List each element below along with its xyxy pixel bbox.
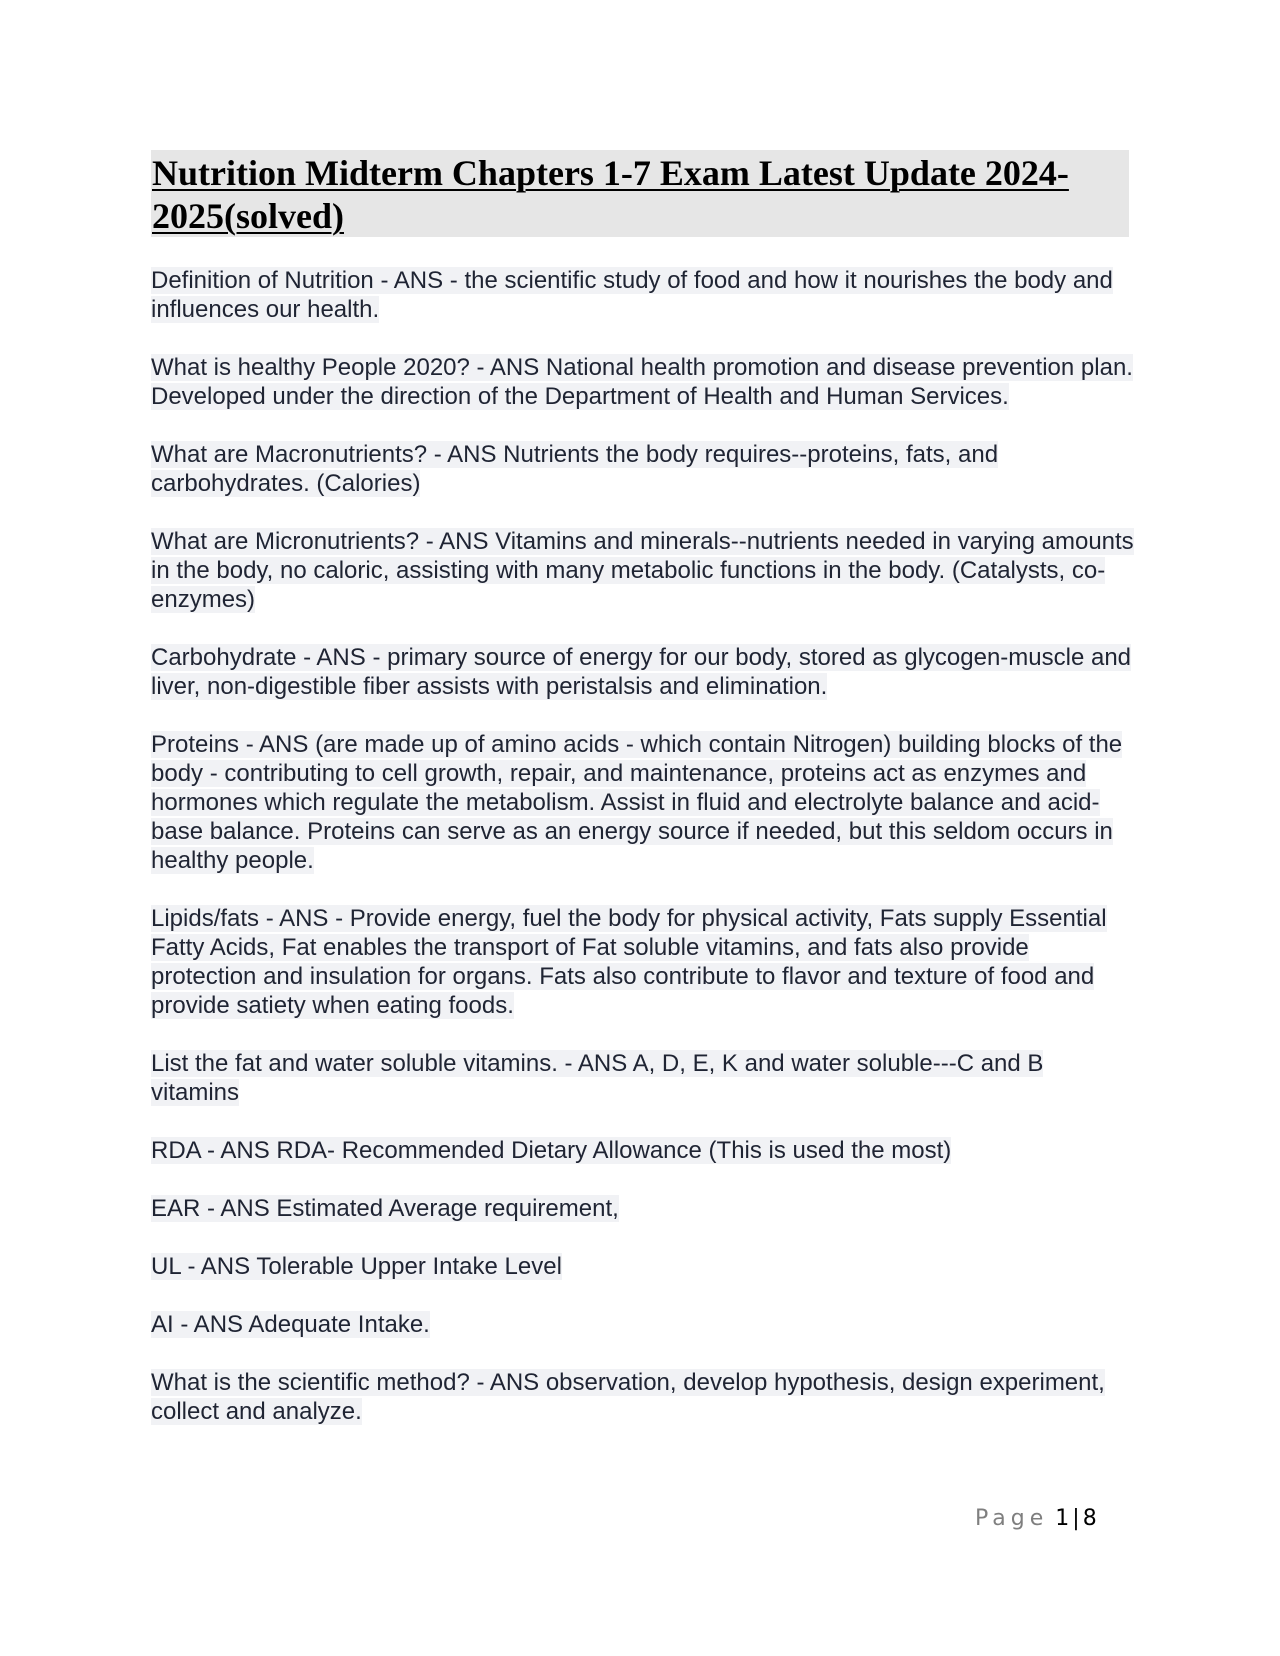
qa-item [151,266,1136,324]
qa-text: AI - ANS Adequate Intake. [151,1311,430,1338]
qa-text: Proteins - ANS (are made up of amino acids - which contain Nitrogen) building blocks of the body - contributing to cell growth, repair, and maintenance, proteins act as enzymes and hormones which regulate the metabolism. Assist in fluid and electrolyte balance and acid-base balance. Proteins can serve as an energy source if needed, but this seldom occurs in healthy people. [151,731,1123,874]
qa-text: RDA - ANS RDA- Recommended Dietary Allowance (This is used the most) [151,1137,952,1164]
qa-text: Lipids/fats - ANS - Provide energy, fuel the body for physical activity, Fats supply Essential Fatty Acids, Fat enables the transport of Fat soluble vitamins, and fats also provide protection and insulation for organs. Fats also contribute to flavor and texture of food and provide satiety when eating foods. [151,905,1107,1019]
qa-text: Definition of Nutrition - ANS - the scientific study of food and how it nourishes the body and influences our health. [151,267,1113,323]
qa-item [151,730,1136,875]
qa-item [151,1049,1136,1107]
qa-item [151,353,1136,411]
qa-item [151,643,1136,701]
qa-item [151,1310,1136,1339]
page-label: Page [975,1506,1049,1531]
page-footer [975,1505,1097,1533]
qa-item [151,1368,1136,1426]
qa-item [151,527,1136,614]
qa-text: EAR - ANS Estimated Average requirement, [151,1195,619,1222]
qa-item [151,440,1136,498]
qa-text: List the fat and water soluble vitamins. - ANS A, D, E, K and water soluble---C and B vitamins [151,1050,1044,1106]
qa-item [151,1252,1136,1281]
qa-text: What is the scientific method? - ANS observation, develop hypothesis, design experiment, collect and analyze. [151,1369,1105,1425]
qa-item [151,904,1136,1020]
page-separator: | [1072,1506,1080,1531]
document-title: Nutrition Midterm Chapters 1-7 Exam Latest Update 2024-2025(solved) [152,153,1069,236]
page-number: 1 [1055,1506,1070,1531]
qa-text: What is healthy People 2020? - ANS National health promotion and disease prevention plan. Developed under the direction of the Department of Health and Human Services. [151,354,1133,410]
qa-list [151,266,1136,1455]
qa-item [151,1136,1136,1165]
qa-text: Carbohydrate - ANS - primary source of energy for our body, stored as glycogen-muscle and liver, non-digestible fiber assists with peristalsis and elimination. [151,644,1132,700]
total-pages: 8 [1082,1506,1097,1531]
qa-text: What are Micronutrients? - ANS Vitamins and minerals--nutrients needed in varying amounts in the body, no caloric, assisting with many metabolic functions in the body. (Catalysts, co-enzymes) [151,528,1134,613]
qa-text: UL - ANS Tolerable Upper Intake Level [151,1253,562,1280]
qa-text: What are Macronutrients? - ANS Nutrients the body requires--proteins, fats, and carbohydrates. (Calories) [151,441,999,497]
title-block [151,150,1129,237]
qa-item [151,1194,1136,1223]
